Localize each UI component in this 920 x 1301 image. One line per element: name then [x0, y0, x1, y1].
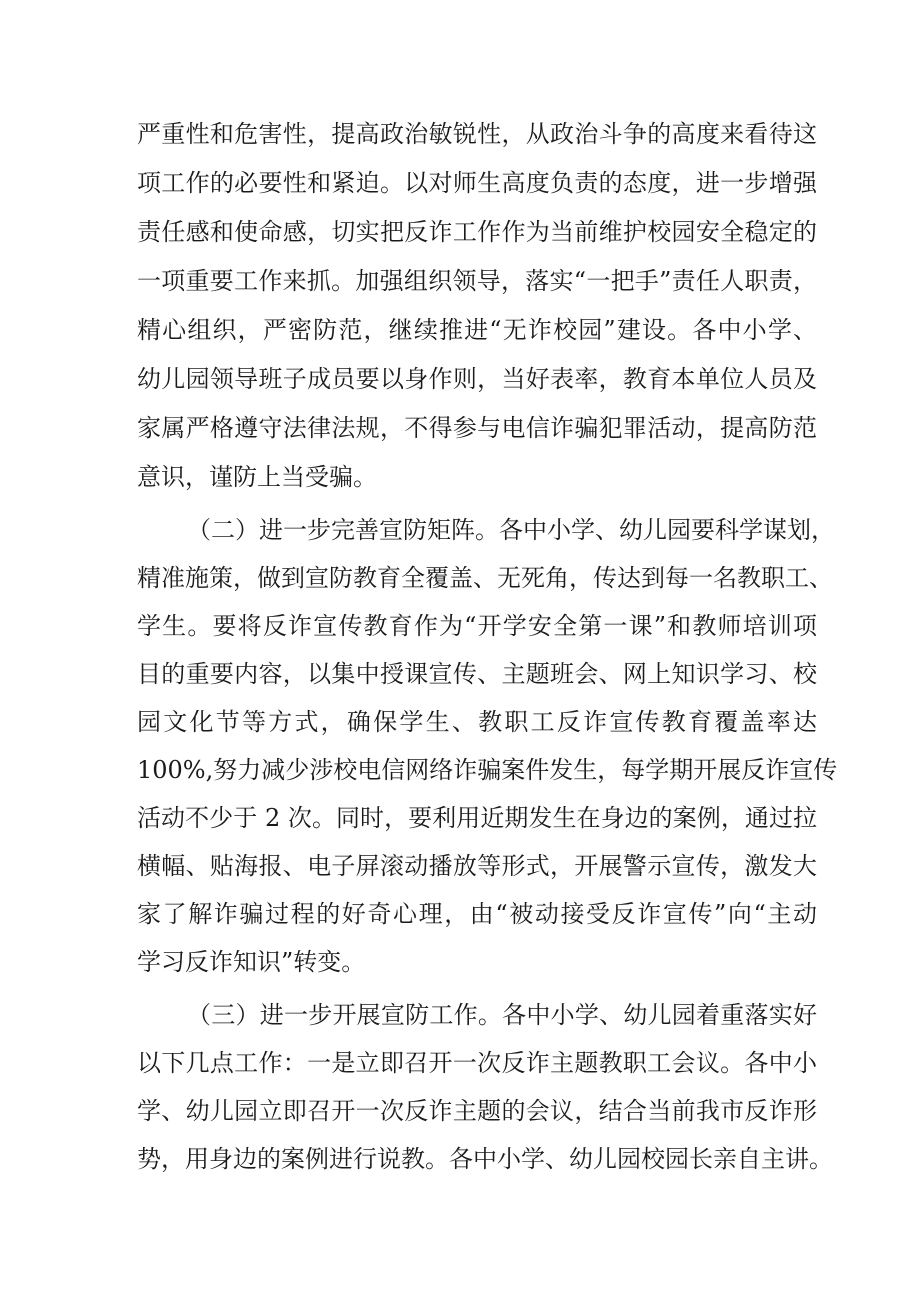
body-text-line: 100%,努力减少涉校电信网络诈骗案件发生，每学期开展反诈宣传 [137, 756, 838, 784]
body-text-line: 精准施策，做到宣防教育全覆盖、无死角，传达到每一名教职工、 [137, 564, 833, 592]
body-text-line: 幼儿园领导班子成员要以身作则，当好表率，教育本单位人员及 [137, 365, 817, 393]
section-heading-line: （二）进一步完善宣防矩阵。各中小学、幼儿园要科学谋划， [187, 516, 835, 544]
body-text-line: 严重性和危害性，提高政治敏锐性，从政治斗争的高度来看待这 [137, 120, 817, 148]
body-text-line: 学、幼儿园立即召开一次反诈主题的会议，结合当前我市反诈形 [137, 1097, 817, 1125]
body-text-line: 意识，谨防上当受骗。 [137, 463, 377, 491]
body-text-line: 学生。要将反诈宣传教育作为“开学安全第一课”和教师培训项 [137, 612, 817, 640]
body-text-line: 家属严格遵守法律法规，不得参与电信诈骗犯罪活动，提高防范 [137, 414, 817, 442]
body-text-line: 责任感和使命感，切实把反诈工作作为当前维护校园安全稳定的 [137, 218, 817, 246]
body-text-line: 项工作的必要性和紧迫。以对师生高度负责的态度，进一步增强 [137, 169, 817, 197]
body-text-line: 学习反诈知识”转变。 [137, 948, 366, 976]
body-text-line: 横幅、贴海报、电子屏滚动播放等形式，开展警示宣传，激发大 [137, 852, 817, 880]
body-text-line: 精心组织，严密防范，继续推进“无诈校园”建设。各中小学、 [137, 316, 817, 344]
body-text-line: 园文化节等方式，确保学生、教职工反诈宣传教育覆盖率达 [137, 708, 817, 736]
body-text-line: 活动不少于 2 次。同时，要利用近期发生在身边的案例，通过拉 [137, 804, 817, 832]
body-text-line: 家了解诈骗过程的好奇心理，由“被动接受反诈宣传”向“主动 [137, 900, 817, 928]
section-heading-line: （三）进一步开展宣防工作。各中小学、幼儿园着重落实好 [187, 1001, 817, 1029]
body-text-line: 一项重要工作来抓。加强组织领导，落实“一把手”责任人职责， [137, 267, 817, 295]
body-text-line: 以下几点工作：一是立即召开一次反诈主题教职工会议。各中小 [137, 1049, 817, 1077]
body-text-line: 目的重要内容，以集中授课宣传、主题班会、网上知识学习、校 [137, 660, 817, 688]
body-text-line: 势，用身边的案例进行说教。各中小学、幼儿园校园长亲自主讲。 [137, 1145, 833, 1173]
